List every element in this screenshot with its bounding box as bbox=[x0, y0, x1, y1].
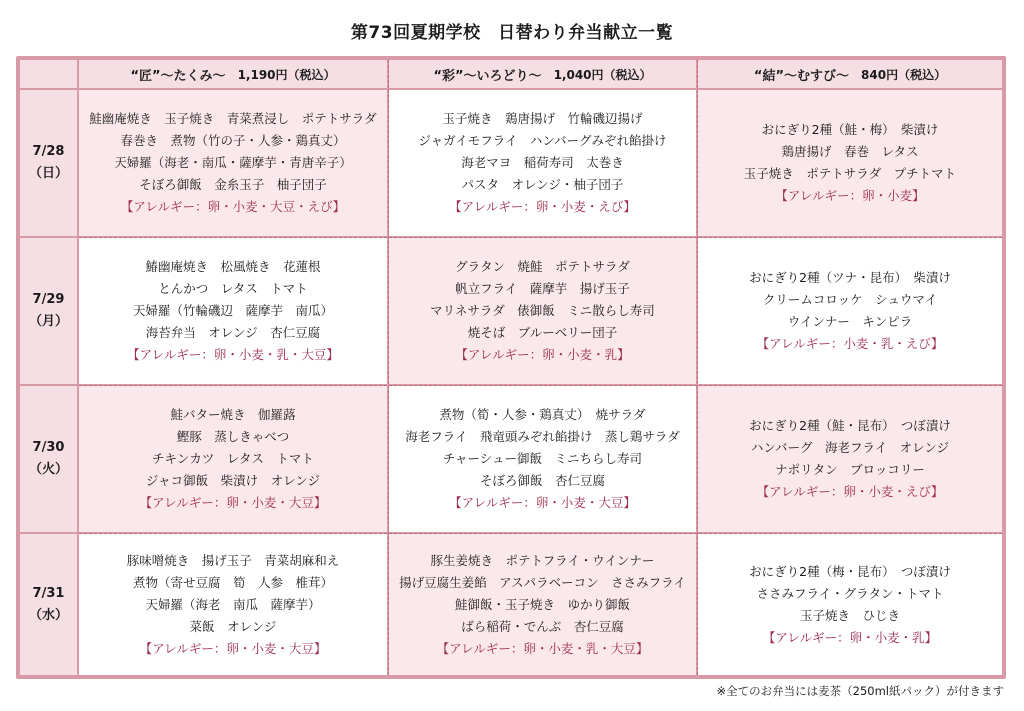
menu-cell-takumi bbox=[79, 534, 387, 675]
column-header-irodori bbox=[389, 60, 696, 88]
row-divider bbox=[79, 385, 1002, 386]
column-name: “結”〜むすび〜 bbox=[753, 68, 850, 84]
date-label: 7/28 bbox=[32, 144, 65, 159]
menu-cell-irodori bbox=[389, 90, 696, 236]
allergy-note: 【アレルギー：卵・小麦・乳】 bbox=[762, 629, 938, 645]
allergy-note: 【アレルギー：卵・小麦・えび】 bbox=[449, 199, 636, 214]
menu-cell-irodori bbox=[389, 386, 696, 532]
column-divider bbox=[697, 60, 698, 675]
menu-line: パスタ オレンジ・柚子団子 bbox=[461, 177, 624, 192]
menu-table bbox=[16, 56, 1006, 679]
header-corner-cell bbox=[20, 60, 77, 88]
menu-line: 鰹豚 蒸しきゃべつ bbox=[176, 429, 290, 444]
date-label: 7/30 bbox=[32, 440, 65, 455]
date-cell bbox=[20, 90, 77, 236]
weekday-label: （火） bbox=[28, 462, 68, 477]
column-name: “彩”〜いろどり〜 bbox=[433, 68, 542, 84]
menu-line: マリネサラダ 俵御飯 ミニ散らし寿司 bbox=[430, 303, 655, 318]
menu-line: 海老フライ 飛竜頭みぞれ餡掛け 蒸し鶏サラダ bbox=[405, 429, 680, 444]
menu-line: ジャガイモフライ ハンバーグみぞれ餡掛け bbox=[418, 133, 667, 148]
allergy-note: 【アレルギー：卵・小麦・大豆】 bbox=[449, 495, 636, 510]
menu-line: ウインナー キンピラ bbox=[787, 314, 913, 329]
column-name: “匠”〜たくみ〜 bbox=[130, 68, 226, 84]
menu-line: とんかつ レタス トマト bbox=[158, 281, 308, 296]
menu-line: ナポリタン ブロッコリー bbox=[775, 462, 925, 477]
allergy-note: 【アレルギー：卵・小麦・乳・大豆】 bbox=[436, 640, 649, 656]
column-price: 840円（税込） bbox=[861, 67, 947, 82]
menu-line: 鶏唐揚げ 春巻 レタス bbox=[781, 144, 919, 159]
row-divider bbox=[79, 237, 1002, 238]
menu-line: 帆立フライ 薩摩芋 揚げ玉子 bbox=[455, 281, 630, 296]
weekday-label: （水） bbox=[28, 607, 68, 623]
menu-line: 天婦羅（海老・南瓜・薩摩芋・青唐辛子） bbox=[114, 155, 352, 170]
menu-line: ささみフライ・グラタン・トマト bbox=[756, 585, 944, 601]
date-cell bbox=[20, 534, 77, 675]
menu-line: おにぎり2種（鮭・昆布） つぼ漬け bbox=[749, 418, 951, 433]
menu-line: 鮭御飯・玉子焼き ゆかり御飯 bbox=[454, 596, 630, 612]
menu-cell-irodori bbox=[389, 238, 696, 384]
weekday-label: （月） bbox=[28, 314, 68, 329]
menu-cell-takumi bbox=[79, 238, 387, 384]
menu-cell-irodori bbox=[389, 534, 696, 675]
menu-cell-takumi bbox=[79, 90, 387, 236]
menu-line: 揚げ豆腐生姜餡 アスパラベーコン ささみフライ bbox=[399, 574, 686, 590]
menu-cell-musubi bbox=[698, 386, 1002, 532]
allergy-note: 【アレルギー：卵・小麦】 bbox=[775, 188, 925, 203]
menu-line: チャーシュー御飯 ミニちらし寿司 bbox=[442, 451, 643, 466]
weekday-label: （日） bbox=[28, 166, 68, 181]
menu-line: そぼろ御飯 杏仁豆腐 bbox=[479, 473, 605, 488]
date-label: 7/29 bbox=[32, 292, 65, 307]
menu-cell-musubi bbox=[698, 238, 1002, 384]
menu-line: 豚生姜焼き ポテトフライ・ウインナー bbox=[430, 552, 655, 568]
menu-line: 天婦羅（海老 南瓜 薩摩芋） bbox=[145, 596, 321, 612]
menu-line: 鰆幽庵焼き 松風焼き 花蓮根 bbox=[145, 259, 321, 274]
menu-line: 天婦羅（竹輪磯辺 薩摩芋 南瓜） bbox=[132, 303, 333, 318]
column-divider bbox=[388, 60, 389, 675]
menu-line: おにぎり2種（鮭・梅） 柴漬け bbox=[761, 122, 939, 137]
row-divider bbox=[79, 533, 1002, 534]
column-header-takumi bbox=[79, 60, 387, 88]
menu-cell-takumi bbox=[79, 386, 387, 532]
menu-line: そぼろ御飯 金糸玉子 柚子団子 bbox=[139, 177, 327, 192]
menu-line: ハンバーグ 海老フライ オレンジ bbox=[750, 440, 950, 455]
date-cell bbox=[20, 238, 77, 384]
menu-line: 鮭バター焼き 伽羅蕗 bbox=[170, 407, 296, 422]
date-label: 7/31 bbox=[32, 585, 65, 601]
column-price: 1,040円（税込） bbox=[553, 67, 652, 82]
menu-line: 鮭幽庵焼き 玉子焼き 青菜煮浸し ポテトサラダ bbox=[89, 111, 377, 126]
menu-line: おにぎり2種（ツナ・昆布） 柴漬け bbox=[749, 270, 951, 285]
menu-line: クリームコロッケ シュウマイ bbox=[762, 292, 938, 307]
menu-line: チキンカツ レタス トマト bbox=[152, 451, 314, 466]
menu-line: 煮物（寄せ豆腐 筍 人参 椎茸） bbox=[132, 574, 333, 590]
menu-line: おにぎり2種（梅・昆布） つぼ漬け bbox=[749, 563, 951, 579]
allergy-note: 【アレルギー：卵・小麦・大豆】 bbox=[139, 640, 327, 656]
column-price: 1,190円（税込） bbox=[237, 67, 336, 82]
column-header-musubi bbox=[698, 60, 1002, 88]
menu-line: グラタン 焼鮭 ポテトサラダ bbox=[455, 259, 630, 274]
menu-cell-musubi bbox=[698, 90, 1002, 236]
menu-cell-musubi bbox=[698, 534, 1002, 675]
menu-line: 煮物（筍・人参・鶏真丈） 焼サラダ bbox=[439, 407, 646, 422]
menu-line: ばら稲荷・でんぶ 杏仁豆腐 bbox=[461, 618, 624, 634]
menu-line: 海老マヨ 稲荷寿司 太巻き bbox=[461, 155, 624, 170]
allergy-note: 【アレルギー：卵・小麦・大豆・えび】 bbox=[120, 199, 346, 214]
allergy-note: 【アレルギー：小麦・乳・えび】 bbox=[756, 336, 944, 351]
footnote: ※全てのお弁当には麦茶（250ml紙パック）が付きます bbox=[716, 684, 1004, 698]
menu-line: 玉子焼き 鶏唐揚げ 竹輪磯辺揚げ bbox=[442, 111, 643, 126]
date-cell bbox=[20, 386, 77, 532]
page-title: 第73回夏期学校 日替わり弁当献立一覧 bbox=[350, 23, 674, 43]
menu-line: 玉子焼き ひじき bbox=[799, 607, 900, 623]
allergy-note: 【アレルギー：卵・小麦・乳・大豆】 bbox=[127, 347, 339, 362]
menu-line: 春巻き 煮物（竹の子・人参・鶏真丈） bbox=[120, 133, 346, 148]
allergy-note: 【アレルギー：卵・小麦・大豆】 bbox=[139, 495, 327, 510]
menu-line: 玉子焼き ポテトサラダ プチトマト bbox=[743, 166, 957, 181]
menu-line: ジャコ御飯 柴漬け オレンジ bbox=[145, 473, 321, 488]
menu-line: 菜飯 オレンジ bbox=[189, 618, 277, 634]
allergy-note: 【アレルギー：卵・小麦・乳】 bbox=[455, 347, 630, 362]
menu-line: 焼そば ブルーベリー団子 bbox=[467, 325, 618, 340]
menu-line: 豚味噌焼き 揚げ玉子 青菜胡麻和え bbox=[126, 552, 340, 568]
menu-line: 海苔弁当 オレンジ 杏仁豆腐 bbox=[145, 325, 321, 340]
allergy-note: 【アレルギー：卵・小麦・えび】 bbox=[756, 484, 944, 499]
